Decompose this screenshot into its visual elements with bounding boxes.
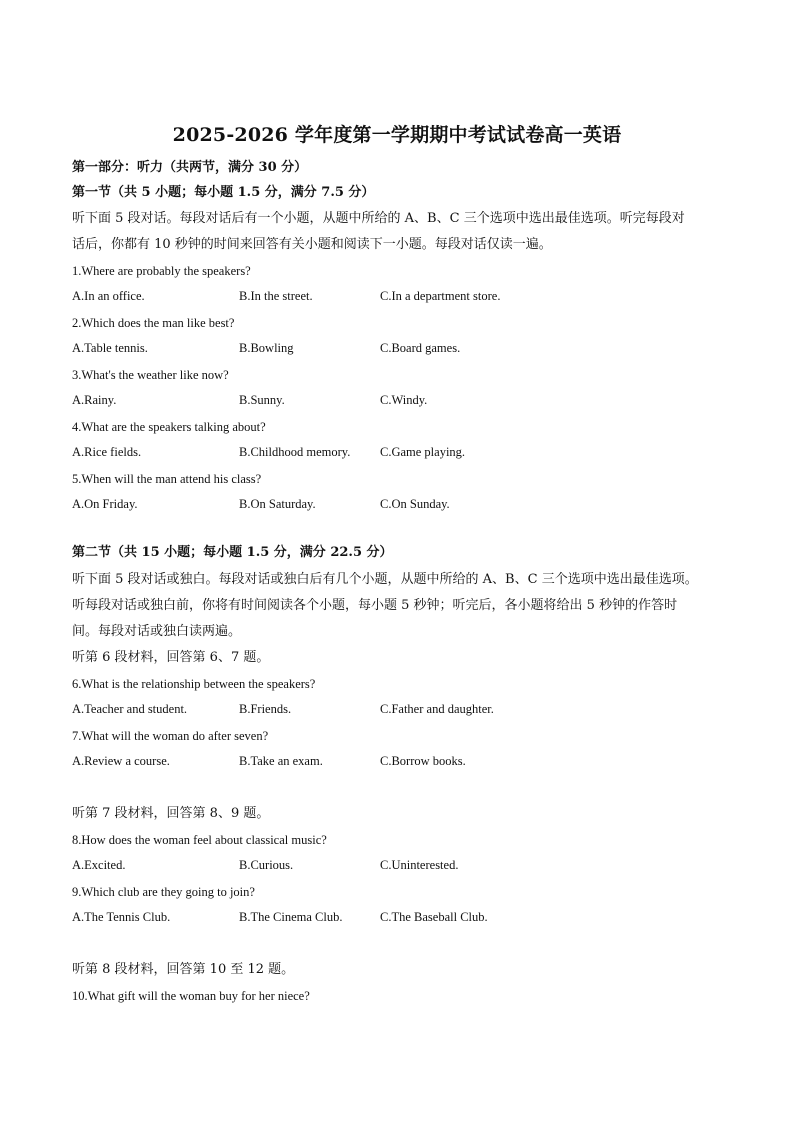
option-c: C.On Sunday. [380,497,450,511]
option-a: A.Rainy. [72,393,117,407]
option-c: C.Board games. [380,341,461,355]
option-b: B.Friends. [239,702,292,716]
question-text: 1.Where are probably the speakers? [72,264,251,278]
section1-instruction-line: 听下面 5 段对话。每段对话后有一个小题，从题中所给的 A、B、C 三个选项中选出最佳选项。听完每段对 [72,211,685,226]
option-a: A.Review a course. [72,754,170,768]
material-intro: 听第 8 段材料，回答第 10 至 12 题。 [72,962,295,977]
option-b: B.The Cinema Club. [239,910,343,924]
option-a: A.In an office. [72,289,145,303]
option-b: B.On Saturday. [239,497,316,511]
material-intro: 听第 6 段材料，回答第 6、7 题。 [72,650,270,665]
option-c: C.In a department store. [380,289,501,303]
section2-instruction-line: 听每段对话或独白前，你将有时间阅读各个小题，每小题 5 秒钟；听完后，各小题将给出 5 秒钟的作答时 [72,598,678,613]
option-a: A.Rice fields. [72,445,142,459]
question-text: 8.How does the woman feel about classical music? [72,833,327,847]
section2-instruction-line: 听下面 5 段对话或独白。每段对话或独白后有几个小题，从题中所给的 A、B、C 三个选项中选出最佳选项。 [72,572,698,587]
option-a: A.Table tennis. [72,341,148,355]
option-b: B.Take an exam. [239,754,323,768]
section2-heading: 第二节（共 15 小题；每小题 1.5 分，满分 22.5 分） [72,545,393,560]
option-b: B.In the street. [239,289,313,303]
question-text: 7.What will the woman do after seven? [72,729,269,743]
option-a: A.Excited. [72,858,126,872]
question-text: 9.Which club are they going to join? [72,885,255,899]
option-b: B.Curious. [239,858,294,872]
option-c: C.Borrow books. [380,754,466,768]
option-b: B.Bowling [239,341,294,355]
option-c: C.The Baseball Club. [380,910,488,924]
question-text: 4.What are the speakers talking about? [72,420,266,434]
option-b: B.Sunny. [239,393,285,407]
material-intro: 听第 7 段材料，回答第 8、9 题。 [72,806,270,821]
question-text: 3.What's the weather like now? [72,368,229,382]
part1-heading: 第一部分：听力（共两节，满分 30 分） [72,160,308,175]
option-a: A.On Friday. [72,497,138,511]
question-text: 5.When will the man attend his class? [72,472,262,486]
option-c: C.Uninterested. [380,858,459,872]
option-b: B.Childhood memory. [239,445,351,459]
option-a: A.The Tennis Club. [72,910,171,924]
page-title: 2025-2026 学年度第一学期期中考试试卷高一英语 [172,124,622,146]
section1-heading: 第一节（共 5 小题；每小题 1.5 分，满分 7.5 分） [72,185,375,200]
option-a: A.Teacher and student. [72,702,188,716]
question-text: 10.What gift will the woman buy for her niece? [72,989,310,1003]
question-text: 6.What is the relationship between the speakers? [72,677,316,691]
option-c: C.Father and daughter. [380,702,494,716]
option-c: C.Game playing. [380,445,466,459]
question-text: 2.Which does the man like best? [72,316,235,330]
option-c: C.Windy. [380,393,428,407]
section2-instruction-line: 间。每段对话或独白读两遍。 [72,624,242,639]
section1-instruction-line: 话后，你都有 10 秒钟的时间来回答有关小题和阅读下一小题。每段对话仅读一遍。 [72,237,552,252]
